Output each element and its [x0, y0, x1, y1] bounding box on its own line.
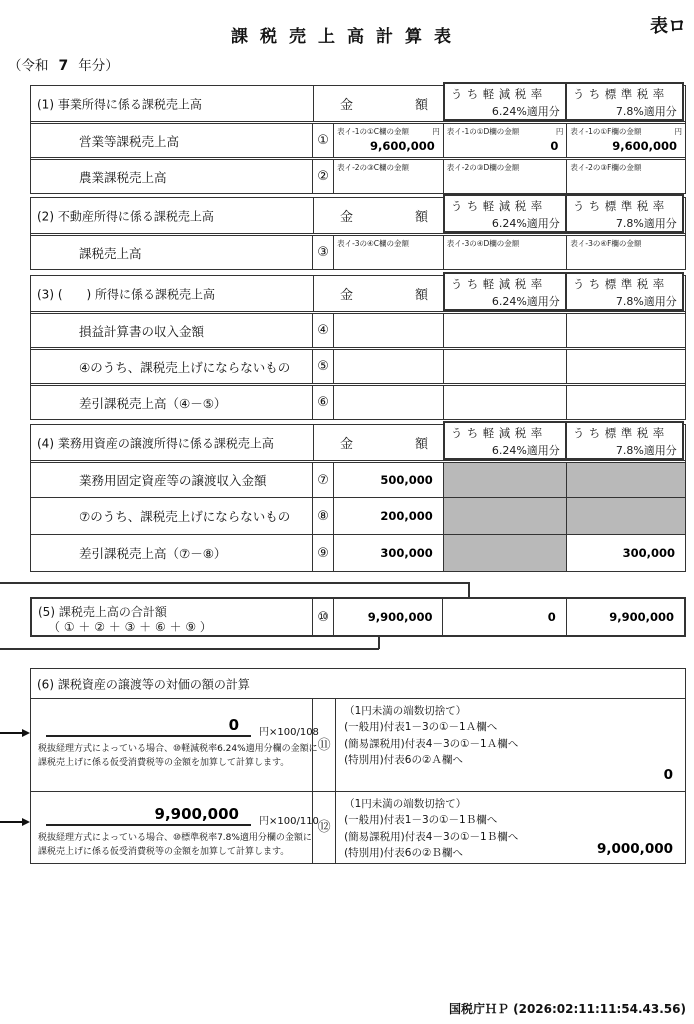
shaded-cell: [443, 498, 567, 534]
shaded-cell: [443, 463, 567, 497]
row-number-badge: ⑫: [317, 820, 331, 835]
connector-line-top-drop: [468, 582, 470, 598]
cell-reference-note: 表イ-3の④C欄の金額: [337, 239, 410, 248]
section2-table: [30, 197, 686, 270]
amount-column-header: 金 額: [313, 86, 444, 121]
standard-rate-header: うち標準税率 7.8%適用分: [565, 82, 684, 121]
section1-header: [31, 86, 685, 121]
flow-arrow-icon: [0, 818, 30, 826]
row-label: 損益計算書の収入金額: [79, 323, 205, 339]
row-number-badge: ⑩: [317, 609, 330, 625]
table-row: [31, 157, 685, 193]
table-row: [31, 497, 685, 534]
year-value: 7: [58, 58, 69, 74]
standard-rate-value: 9,900,000: [609, 610, 674, 624]
standard-rate-value: 9,600,000: [612, 139, 678, 153]
connector-line-top: [0, 582, 470, 584]
row-label: 業務用固定資産等の譲渡収入金額: [79, 473, 267, 488]
section6-table: [30, 668, 686, 864]
amount-column-header: 金 額: [313, 425, 444, 460]
form-code-label: 表ロ: [650, 16, 686, 37]
section2-header: [31, 198, 685, 233]
reduced-rate-value: 0: [547, 610, 556, 624]
row-label: 差引課税売上高（④－⑤）: [79, 395, 227, 411]
section6-header: [31, 669, 685, 699]
calc-base-value: 9,900,000: [154, 805, 239, 823]
calc-note: 税抜経理方式によっている場合、⑩標準税率7.8%適用分欄の金額に 課税売上げに係る仮受消費税等の金額を加算して計算します。: [38, 833, 312, 857]
section4-header: [31, 425, 685, 460]
section3-table: [30, 275, 686, 420]
yen-unit: 円: [432, 127, 440, 136]
row-number-badge: ②: [317, 169, 329, 184]
section1-table: [30, 85, 686, 194]
reduced-rate-value: 0: [550, 139, 559, 153]
table-row: [31, 121, 685, 157]
destination-notes: （1円未満の端数切捨て） (一般用)付表1－3の①－1Ｂ欄へ (簡易課税用)付表4－3の①－1Ｂ欄へ (特別用)付表6の②Ｂ欄へ: [344, 798, 519, 859]
row-number-badge: ⑤: [317, 359, 329, 374]
cell-reference-note: 表イ-2の③F欄の金額: [570, 163, 642, 172]
section2-title: (2) 不動産所得に係る課税売上高: [37, 209, 214, 223]
standard-rate-header: うち標準税率 7.8%適用分: [565, 272, 684, 311]
amount-column-header: 金 額: [313, 198, 444, 233]
cell-reference-note: 表イ-3の④F欄の金額: [570, 239, 642, 248]
row-number-badge: ⑦: [317, 472, 329, 488]
amount-value: 9,600,000: [370, 139, 435, 153]
calc-formula: 円×100/108: [259, 727, 319, 738]
row-number-badge: ④: [317, 323, 329, 338]
section4-table: [30, 424, 686, 572]
shaded-cell: [566, 463, 685, 497]
connector-line-bottom: [0, 648, 379, 650]
row-number-badge: ⑪: [317, 737, 331, 753]
cell-reference-note: 表イ-1の①F欄の金額: [570, 127, 642, 136]
row-number-badge: ⑧: [317, 508, 329, 524]
yen-unit: 円: [674, 127, 683, 136]
reduced-rate-header: うち軽減税率 6.24%適用分: [443, 272, 567, 311]
amount-value: 500,000: [380, 473, 433, 487]
calc-base-value: 0: [228, 716, 239, 734]
table-row: [31, 347, 685, 383]
standard-rate-value: 300,000: [622, 546, 676, 560]
amount-column-header: 金 額: [313, 276, 444, 311]
amount-value: 200,000: [380, 509, 433, 523]
calc-underline: [46, 804, 251, 826]
year-line: [8, 54, 119, 74]
row-label: 農業課税売上高: [79, 169, 167, 185]
cell-reference-note: 表イ-2の③D欄の金額: [446, 163, 520, 172]
cell-reference-note: 表イ-3の④D欄の金額: [446, 239, 520, 248]
row-number-badge: ①: [317, 133, 329, 148]
section5-table: [30, 597, 686, 637]
amount-value: 9,900,000: [367, 610, 433, 624]
table-row: [31, 534, 685, 571]
source-footer: 国税庁ＨＰ (2026:02:11:11:54.43.56): [448, 1002, 686, 1016]
standard-rate-header: うち標準税率 7.8%適用分: [565, 421, 684, 460]
page-title: 課税売上高計算表: [231, 27, 463, 47]
row-number-badge: ⑥: [317, 395, 329, 410]
row-label: 営業等課税売上高: [79, 133, 180, 149]
row-label: ⑦のうち、課税売上げにならないもの: [79, 509, 291, 524]
destination-notes: （1円未満の端数切捨て） (一般用)付表1－3の①－1Ａ欄へ (簡易課税用)付表4－3の①－1Ａ欄へ (特別用)付表6の②Ａ欄へ: [344, 705, 519, 766]
calc-formula: 円×100/110: [259, 816, 319, 827]
section4-title: (4) 業務用資産の譲渡所得に係る課税売上高: [37, 436, 274, 450]
shaded-cell: [566, 498, 685, 534]
amount-value: 300,000: [380, 546, 433, 560]
section5-formula: （ ① ＋ ② ＋ ③ ＋ ⑥ ＋ ⑨ ）: [48, 620, 212, 634]
table-row: [31, 791, 685, 863]
shaded-cell: [443, 535, 567, 571]
cell-reference-note: 表イ-2の③C欄の金額: [337, 163, 410, 172]
table-row: [31, 699, 685, 791]
reduced-rate-header: うち軽減税率 6.24%適用分: [443, 421, 567, 460]
flow-arrow-icon: [0, 729, 30, 737]
calc-note: 税抜経理方式によっている場合、⑩軽減税率6.24%適用分欄の金額に 課税売上げに係る仮受消費税等の金額を加算して計算します。: [38, 744, 318, 768]
row-number-badge: ③: [317, 245, 329, 260]
standard-rate-header: うち標準税率 7.8%適用分: [565, 194, 684, 233]
year-suffix: 年分）: [78, 58, 119, 74]
row-label: 差引課税売上高（⑦－⑧）: [79, 546, 227, 561]
section6-title: (6) 課税資産の譲渡等の対価の額の計算: [37, 677, 250, 691]
table-row: [31, 383, 685, 419]
table-row: [31, 460, 685, 497]
yen-unit: 円: [555, 127, 564, 136]
result-value: 9,000,000: [596, 841, 673, 857]
year-prefix: （令和: [8, 58, 49, 74]
section5-title: (5) 課税売上高の合計額: [38, 605, 167, 619]
cell-reference-note: 表イ-1の①D欄の金額: [446, 127, 520, 136]
reduced-rate-header: うち軽減税率 6.24%適用分: [443, 82, 567, 121]
row-number-badge: ⑨: [317, 545, 329, 561]
section3-header: [31, 276, 685, 311]
result-value: 0: [663, 767, 673, 783]
row-label: 課税売上高: [79, 245, 142, 261]
reduced-rate-header: うち軽減税率 6.24%適用分: [443, 194, 567, 233]
table-row: [31, 233, 685, 269]
row-label: ④のうち、課税売上げにならないもの: [79, 359, 291, 375]
table-row: [31, 311, 685, 347]
section3-title: (3) ( ) 所得に係る課税売上高: [37, 287, 215, 301]
calc-underline: [46, 715, 251, 737]
table-row: [32, 599, 684, 635]
cell-reference-note: 表イ-1の①C欄の金額: [337, 127, 410, 136]
section1-title: (1) 事業所得に係る課税売上高: [37, 97, 202, 111]
